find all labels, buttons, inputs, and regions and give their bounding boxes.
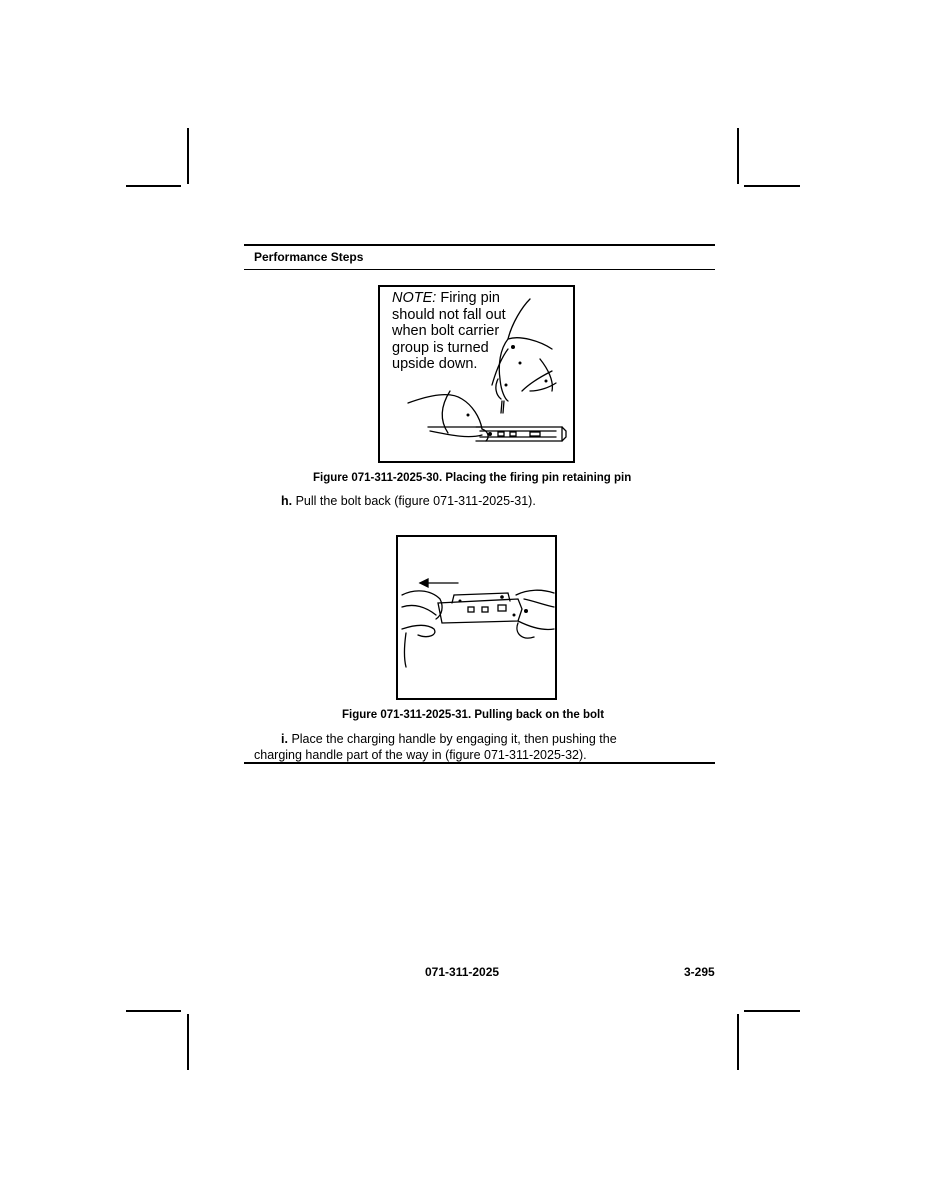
step-i-line-2: charging handle part of the way in (figure 071-311-2025-32).: [254, 748, 587, 762]
figure-31-illustration: [396, 535, 557, 700]
section-title: Performance Steps: [254, 250, 364, 264]
crop-mark-top-right-vertical: [737, 128, 739, 184]
step-i-line-1: [281, 732, 617, 746]
figure-30-drawing: [380, 287, 573, 461]
footer-page-number: 3-295: [684, 965, 715, 979]
footer-task-number: 071-311-2025: [425, 965, 500, 979]
header-top-rule: [244, 244, 715, 246]
note-line-2: should not fall out: [392, 306, 506, 323]
crop-mark-bottom-right-vertical: [737, 1014, 739, 1070]
crop-mark-top-left-vertical: [187, 128, 189, 184]
step-h-letter: h.: [281, 494, 293, 508]
figure-30-illustration: [378, 285, 575, 463]
note-line-3: when bolt carrier: [392, 323, 500, 339]
crop-mark-top-right-horizontal: [744, 185, 800, 187]
figure-30-caption: Figure 071-311-2025-30. Placing the firing pin retaining pin: [313, 472, 632, 484]
step-h: [281, 494, 536, 508]
step-i-text-1: Place the charging handle by engaging it, then pushing the: [291, 732, 617, 746]
step-i-letter: i.: [281, 732, 288, 746]
note-line-5: upside down.: [392, 356, 478, 372]
figure-31-caption: Figure 071-311-2025-31. Pulling back on the bolt: [342, 709, 605, 721]
crop-mark-top-left-horizontal: [126, 185, 181, 187]
figure-31-drawing: [398, 537, 555, 698]
crop-mark-bottom-left-vertical: [187, 1014, 189, 1070]
section-end-rule: [244, 762, 715, 764]
note-label: NOTE:: [392, 290, 437, 306]
crop-mark-bottom-right-horizontal: [744, 1010, 800, 1012]
crop-mark-bottom-left-horizontal: [126, 1010, 181, 1012]
header-bottom-rule: [244, 269, 715, 270]
note-line-4: group is turned: [392, 339, 489, 356]
step-h-text: Pull the bolt back (figure 071-311-2025-31).: [295, 494, 536, 508]
note-line-1: Firing pin: [440, 290, 500, 306]
